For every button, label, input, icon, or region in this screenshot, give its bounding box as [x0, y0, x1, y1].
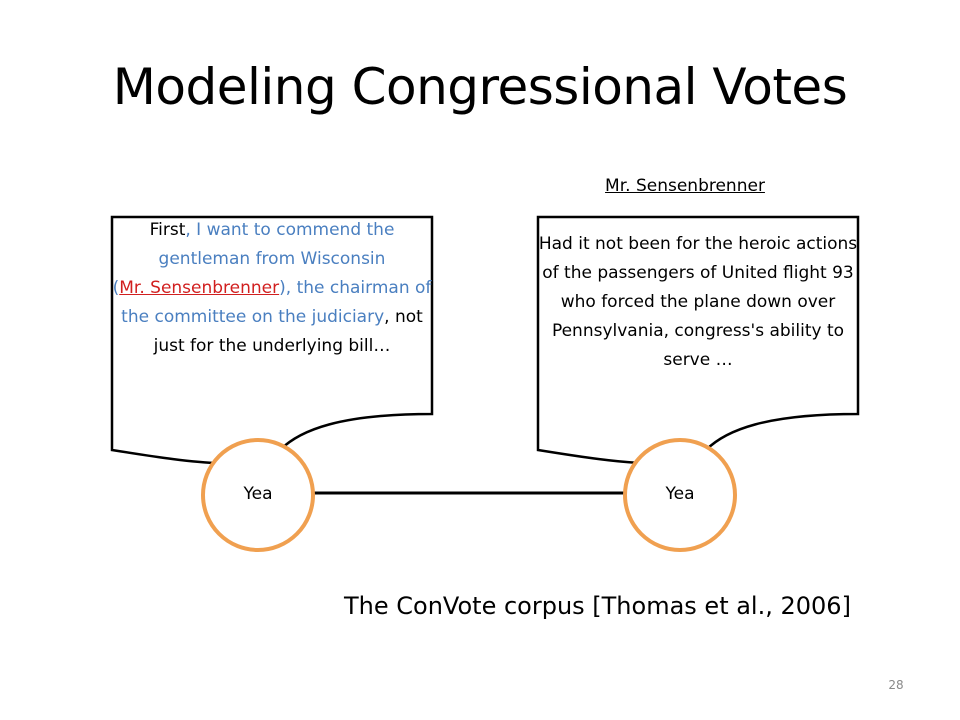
right-document-text: Had it not been for the heroic actions of the passengers of United flight 93 who forced the plane down over Pennsylvania, congress's ability to serve …: [538, 234, 858, 370]
left-doc-segment-1: First: [149, 220, 186, 240]
left-doc-segment-2: , I want to commend the gentleman from Wisconsin: [158, 220, 395, 269]
citation: The ConVote corpus [Thomas et al., 2006]: [344, 592, 851, 620]
left-doc-segment-6: the chairman of the committee on the judiciary: [121, 278, 432, 327]
left-document-text: [112, 216, 432, 361]
left-vote-label: Yea: [243, 484, 273, 504]
left-doc-speaker-mention: Mr. Sensenbrenner: [119, 278, 280, 298]
page-number: 28: [888, 678, 904, 692]
speaker-label: Mr. Sensenbrenner: [605, 176, 765, 196]
left-doc-segment-7: , not just for the underlying bill…: [153, 307, 423, 356]
right-vote-label: Yea: [665, 484, 695, 504]
left-doc-segment-3: (: [112, 278, 120, 298]
left-doc-segment-5: ),: [279, 278, 292, 298]
slide-title: Modeling Congressional Votes: [112, 58, 848, 116]
